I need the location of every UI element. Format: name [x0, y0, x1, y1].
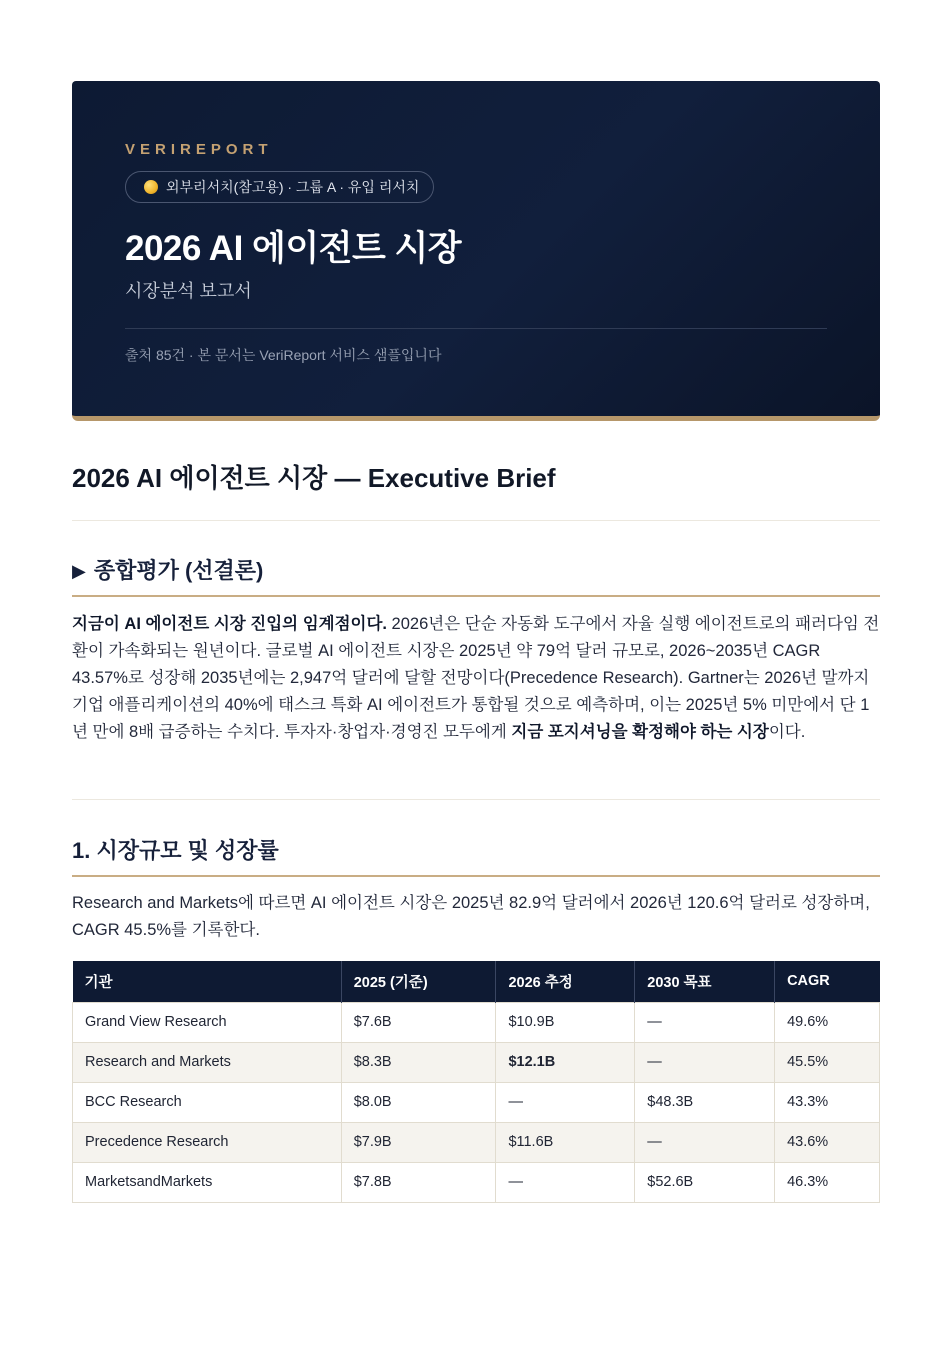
table-cell: 43.3% — [775, 1082, 880, 1122]
table-cell: $7.9B — [341, 1122, 496, 1162]
summary-emphasis: 지금 포지셔닝을 확정해야 하는 시장 — [511, 723, 769, 741]
hero-banner — [72, 81, 880, 421]
table-cell: $8.0B — [341, 1082, 496, 1122]
yellow-dot-icon — [144, 180, 158, 194]
section-divider — [72, 799, 880, 800]
table-cell: 46.3% — [775, 1162, 880, 1202]
triangle-right-icon: ▶ — [72, 561, 86, 581]
table-cell: MarketsandMarkets — [73, 1162, 342, 1202]
table-cell: $7.8B — [341, 1162, 496, 1202]
table-cell: — — [635, 1122, 775, 1162]
table-cell: $8.3B — [341, 1042, 496, 1082]
table-cell: Grand View Research — [73, 1002, 342, 1042]
table-cell: — — [496, 1082, 635, 1122]
table-header: 2026 추정 — [496, 961, 635, 1002]
table-row — [73, 1042, 880, 1082]
market-heading: 1. 시장규모 및 성장률 — [72, 834, 880, 877]
source-badge-text: 외부리서치(참고용) · 그룹 A · 유입 리서치 — [166, 179, 420, 195]
summary-tail: 이다. — [768, 723, 806, 741]
table-cell: — — [496, 1162, 635, 1202]
table-header: CAGR — [775, 961, 880, 1002]
table-header-row — [73, 961, 880, 1002]
source-badge — [125, 171, 434, 203]
table-row — [73, 1162, 880, 1202]
table-cell: $48.3B — [635, 1082, 775, 1122]
table-cell: 45.5% — [775, 1042, 880, 1082]
table-cell: 43.6% — [775, 1122, 880, 1162]
table-row — [73, 1002, 880, 1042]
table-header: 기관 — [73, 961, 342, 1002]
table-cell: Precedence Research — [73, 1122, 342, 1162]
table-cell: BCC Research — [73, 1082, 342, 1122]
table-cell: — — [635, 1002, 775, 1042]
table-cell: $7.6B — [341, 1002, 496, 1042]
hero-note: 출처 85건 · 본 문서는 VeriReport 서비스 샘플입니다 — [125, 347, 442, 363]
table-row — [73, 1082, 880, 1122]
summary-heading — [72, 554, 880, 597]
table-header: 2025 (기준) — [341, 961, 496, 1002]
table-cell: $52.6B — [635, 1162, 775, 1202]
document-title: 2026 AI 에이전트 시장 — Executive Brief — [72, 463, 556, 493]
market-size-table — [72, 961, 880, 1203]
summary-body: 2026년은 단순 자동화 도구에서 자율 실행 에이전트로의 패러다임 전환이 가속화되는 원년이다. 글로벌 AI 에이전트 시장은 2025년 약 79억 달러 규모로, 2026~2035년 CAGR 43.57%로 성장해 2035년에는 2,947억 달러에 달할 전망이다(Precedence Research). Gartner는 2026년 말까지 기업 애플리케이션의 40%에 태스크 특화 AI 에이전트가 통합될 것으로 예측하며, 이는 2025년 5% 미만에서 단 1년 만에 8배 급증하는 수치다. 투자자·창업자·경영진 모두에게 — [72, 615, 880, 741]
table-cell: 49.6% — [775, 1002, 880, 1042]
table-header: 2030 목표 — [635, 961, 775, 1002]
brand-name: VERIREPORT — [125, 141, 273, 158]
hero-divider — [125, 328, 827, 329]
summary-heading-text: 종합평가 (선결론) — [93, 558, 264, 583]
table-cell-highlight: $12.1B — [496, 1042, 635, 1082]
report-subtitle: 시장분석 보고서 — [125, 281, 252, 301]
table-cell: $11.6B — [496, 1122, 635, 1162]
summary-paragraph — [72, 611, 880, 746]
summary-lead: 지금이 AI 에이전트 시장 진입의 임계점이다. — [72, 615, 387, 633]
title-divider — [72, 520, 880, 521]
market-intro: Research and Markets에 따르면 AI 에이전트 시장은 2025년 82.9억 달러에서 2026년 120.6억 달러로 성장하며, CAGR 45.5%를 기록한다. — [72, 894, 870, 939]
table-row — [73, 1122, 880, 1162]
table-cell: Research and Markets — [73, 1042, 342, 1082]
table-cell: $10.9B — [496, 1002, 635, 1042]
table-cell: — — [635, 1042, 775, 1082]
report-title: 2026 AI 에이전트 시장 — [125, 229, 462, 268]
